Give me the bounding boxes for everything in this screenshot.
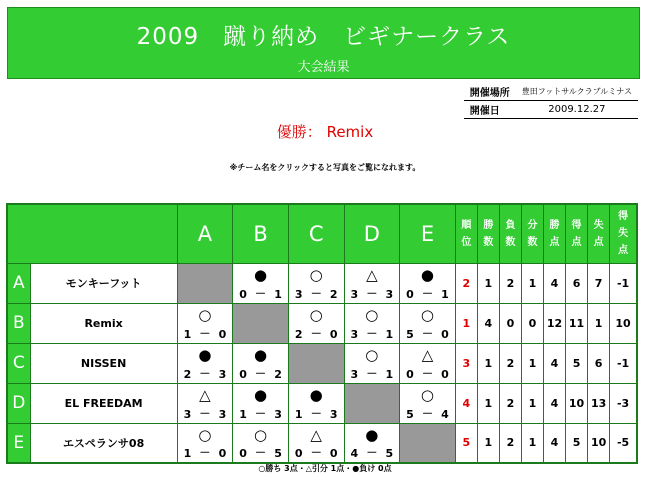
event-info-table [464, 83, 638, 119]
match-result-cell [400, 263, 456, 303]
stat-header [543, 204, 565, 263]
score-right: 3 [385, 287, 394, 301]
match-result-cell [400, 343, 456, 383]
stat-value: 6 [588, 343, 610, 383]
match-result-cell [288, 263, 344, 303]
score-left: 4 [350, 447, 359, 460]
team-name-link[interactable]: エスペランサ08 [30, 423, 177, 463]
team-name-link[interactable]: Remix [30, 303, 177, 343]
stat-header-char: 数 [483, 236, 494, 248]
stat-header [566, 204, 588, 263]
score-left: 3 [350, 287, 359, 301]
result-symbol-icon: ○ [198, 305, 212, 324]
stat-value: 2 [499, 343, 521, 383]
score-left: 1 [183, 447, 192, 460]
date-label: 開催日 [464, 101, 516, 119]
stat-value: -1 [610, 343, 637, 383]
score-left: 1 [183, 327, 192, 341]
score-right: 0 [329, 447, 338, 460]
stat-header-char: 勝 [549, 219, 560, 231]
score-right: 1 [274, 287, 282, 301]
match-result-cell [344, 263, 400, 303]
stat-header-char: 得 [618, 211, 629, 223]
table-row [7, 343, 637, 383]
stat-value: -5 [610, 423, 637, 463]
stat-value: 12 [543, 303, 565, 343]
self-match-cell [177, 263, 233, 303]
stat-header-char: 得 [571, 219, 582, 231]
table-row [7, 423, 637, 463]
score-right: 2 [329, 287, 338, 301]
score-dash: － [366, 326, 378, 340]
score-right: 3 [329, 407, 338, 421]
result-symbol-icon: ● [365, 425, 379, 444]
stat-value: 0 [499, 303, 521, 343]
score-dash: － [199, 326, 211, 340]
stat-value: 4 [543, 343, 565, 383]
row-letter: B [7, 303, 30, 343]
score-left: 3 [183, 407, 192, 421]
results-legend: ○勝ち 3点・△引分 1点・●負け 0点 [258, 464, 392, 473]
stat-value: 1 [588, 303, 610, 343]
stat-header-char: 負 [505, 219, 516, 231]
match-result-cell [288, 303, 344, 343]
result-symbol-icon: ● [254, 345, 268, 364]
winner-text: 優勝： Remix [276, 123, 374, 141]
column-header-a: A [177, 204, 233, 263]
stat-header-char: 数 [505, 236, 516, 248]
rank-value: 3 [455, 343, 477, 383]
date-value: 2009.12.27 [516, 101, 638, 119]
table-row [7, 383, 637, 423]
score-right: 5 [385, 447, 394, 460]
score-left: 2 [183, 367, 192, 381]
team-name-link[interactable]: モンキーフット [30, 263, 177, 303]
self-match-cell [344, 383, 400, 423]
stat-value: 6 [566, 263, 588, 303]
rank-value: 1 [455, 303, 477, 343]
score-right: 3 [274, 407, 282, 421]
row-letter: E [7, 423, 30, 463]
stat-value: 13 [588, 383, 610, 423]
rank-value: 2 [455, 263, 477, 303]
stat-header-char: 点 [549, 236, 560, 248]
score-right: 3 [218, 407, 227, 421]
stat-header-char: 数 [527, 236, 538, 248]
stat-value: 4 [543, 263, 565, 303]
stat-value: 1 [477, 423, 499, 463]
stat-header [499, 204, 521, 263]
score-right: 1 [441, 287, 449, 301]
result-symbol-icon: ○ [198, 425, 212, 444]
result-symbol-icon: ○ [365, 305, 379, 324]
score-dash: － [255, 446, 267, 459]
score-dash: － [199, 446, 211, 459]
match-result-cell [344, 423, 400, 463]
row-letter: A [7, 263, 30, 303]
score-left: 1 [239, 407, 247, 421]
column-header-c: C [288, 204, 344, 263]
stat-header-char: 位 [461, 236, 472, 248]
self-match-cell [233, 303, 289, 343]
score-left: 0 [406, 367, 414, 381]
score-dash: － [310, 406, 322, 420]
table-row [7, 303, 637, 343]
self-match-cell [288, 343, 344, 383]
column-header-d: D [344, 204, 400, 263]
match-result-cell [233, 423, 289, 463]
score-dash: － [199, 366, 211, 380]
results-table [6, 203, 638, 464]
stat-value: 10 [610, 303, 637, 343]
stat-header-char: 順 [461, 219, 472, 231]
score-dash: － [421, 366, 433, 380]
score-dash: － [421, 326, 433, 340]
stat-value: 1 [521, 343, 543, 383]
stat-value: 10 [588, 423, 610, 463]
score-right: 0 [218, 447, 227, 460]
stat-value: 1 [521, 383, 543, 423]
stat-value: 5 [566, 343, 588, 383]
venue-value: 豊田フットサルクラブルミナス [516, 83, 638, 101]
result-symbol-icon: ● [254, 385, 268, 404]
match-result-cell [344, 303, 400, 343]
stat-value: 1 [521, 263, 543, 303]
venue-label: 開催場所 [464, 83, 516, 101]
score-dash: － [255, 366, 267, 380]
score-right: 2 [274, 367, 282, 381]
match-result-cell [177, 383, 233, 423]
score-dash: － [421, 286, 433, 300]
result-symbol-icon: ○ [309, 305, 323, 324]
score-dash: － [199, 406, 211, 420]
score-left: 1 [294, 407, 303, 421]
match-result-cell [177, 343, 233, 383]
stat-header [610, 204, 637, 263]
match-result-cell [233, 263, 289, 303]
score-left: 3 [294, 287, 303, 301]
stat-value: 2 [499, 423, 521, 463]
score-left: 0 [406, 287, 414, 301]
page-subtitle: 大会結果 [297, 60, 350, 75]
result-symbol-icon: ○ [309, 265, 323, 284]
match-result-cell [177, 423, 233, 463]
rank-value: 4 [455, 383, 477, 423]
stat-value: 2 [499, 263, 521, 303]
score-right: 0 [218, 327, 227, 341]
photo-note: ※チーム名をクリックすると写真をご覧になれます。 [229, 163, 421, 172]
score-left: 0 [294, 447, 303, 460]
stat-value: 1 [477, 263, 499, 303]
match-result-cell [177, 303, 233, 343]
score-right: 0 [441, 327, 449, 341]
stat-header-char: 点 [618, 245, 629, 257]
score-left: 3 [350, 367, 359, 381]
stat-header-char: 失 [593, 219, 604, 231]
stat-value: -1 [610, 263, 637, 303]
stat-header [588, 204, 610, 263]
match-result-cell [400, 303, 456, 343]
match-result-cell [400, 383, 456, 423]
score-dash: － [310, 286, 322, 300]
row-letter: D [7, 383, 30, 423]
result-symbol-icon: ○ [420, 305, 435, 324]
stat-value: -3 [610, 383, 637, 423]
stat-header [455, 204, 477, 263]
stat-value: 4 [543, 423, 565, 463]
match-result-cell [344, 343, 400, 383]
header-blank-cell [7, 204, 177, 263]
score-right: 4 [441, 407, 449, 421]
score-right: 5 [274, 447, 282, 460]
match-result-cell [288, 383, 344, 423]
stat-header [521, 204, 543, 263]
score-right: 1 [385, 327, 394, 341]
score-dash: － [310, 326, 322, 340]
score-left: 0 [239, 287, 247, 301]
stat-value: 5 [566, 423, 588, 463]
score-left: 2 [294, 327, 303, 341]
score-right: 0 [329, 327, 338, 341]
result-symbol-icon: ● [254, 265, 268, 284]
stat-header-char: 勝 [483, 219, 494, 231]
stat-value: 11 [566, 303, 588, 343]
match-result-cell [233, 343, 289, 383]
score-left: 0 [239, 367, 247, 381]
table-row [7, 263, 637, 303]
score-dash: － [255, 406, 267, 420]
result-symbol-icon: ○ [420, 385, 435, 404]
score-left: 3 [350, 327, 359, 341]
score-left: 5 [406, 327, 414, 341]
score-right: 0 [441, 367, 449, 381]
stat-value: 4 [477, 303, 499, 343]
score-dash: － [366, 446, 378, 459]
result-symbol-icon: △ [421, 345, 434, 364]
row-letter: C [7, 343, 30, 383]
stat-value: 1 [521, 423, 543, 463]
stat-value: 7 [588, 263, 610, 303]
result-symbol-icon: ● [309, 385, 323, 404]
score-dash: － [421, 406, 433, 420]
team-name-link[interactable]: NISSEN [30, 343, 177, 383]
score-right: 3 [218, 367, 227, 381]
stat-value: 4 [543, 383, 565, 423]
column-header-e: E [400, 204, 456, 263]
score-dash: － [366, 366, 378, 380]
score-dash: － [366, 286, 378, 300]
score-right: 1 [385, 367, 394, 381]
rank-value: 5 [455, 423, 477, 463]
match-result-cell [233, 383, 289, 423]
team-name-link[interactable]: EL FREEDAM [30, 383, 177, 423]
score-dash: － [310, 446, 322, 459]
stat-value: 1 [477, 383, 499, 423]
stat-header [477, 204, 499, 263]
stat-header-char: 点 [593, 236, 604, 248]
score-dash: － [255, 286, 267, 300]
stat-value: 1 [477, 343, 499, 383]
stat-value: 10 [566, 383, 588, 423]
header-row [7, 204, 637, 263]
self-match-cell [400, 423, 456, 463]
result-symbol-icon: ● [420, 265, 435, 284]
result-symbol-icon: ● [198, 345, 212, 364]
result-symbol-icon: △ [199, 385, 211, 404]
score-left: 5 [406, 407, 414, 421]
stat-header-char: 分 [527, 219, 538, 231]
column-header-b: B [233, 204, 289, 263]
match-result-cell [288, 423, 344, 463]
score-left: 0 [239, 447, 247, 460]
stat-value: 2 [499, 383, 521, 423]
stat-header-char: 失 [618, 228, 629, 240]
result-symbol-icon: △ [366, 265, 378, 284]
page-title: 2009 蹴り納め ビギナークラス [136, 24, 511, 50]
result-symbol-icon: ○ [254, 425, 268, 444]
stat-value: 0 [521, 303, 543, 343]
stat-header-char: 点 [571, 236, 582, 248]
result-symbol-icon: △ [310, 425, 322, 444]
result-symbol-icon: ○ [365, 345, 379, 364]
title-banner [7, 7, 640, 79]
